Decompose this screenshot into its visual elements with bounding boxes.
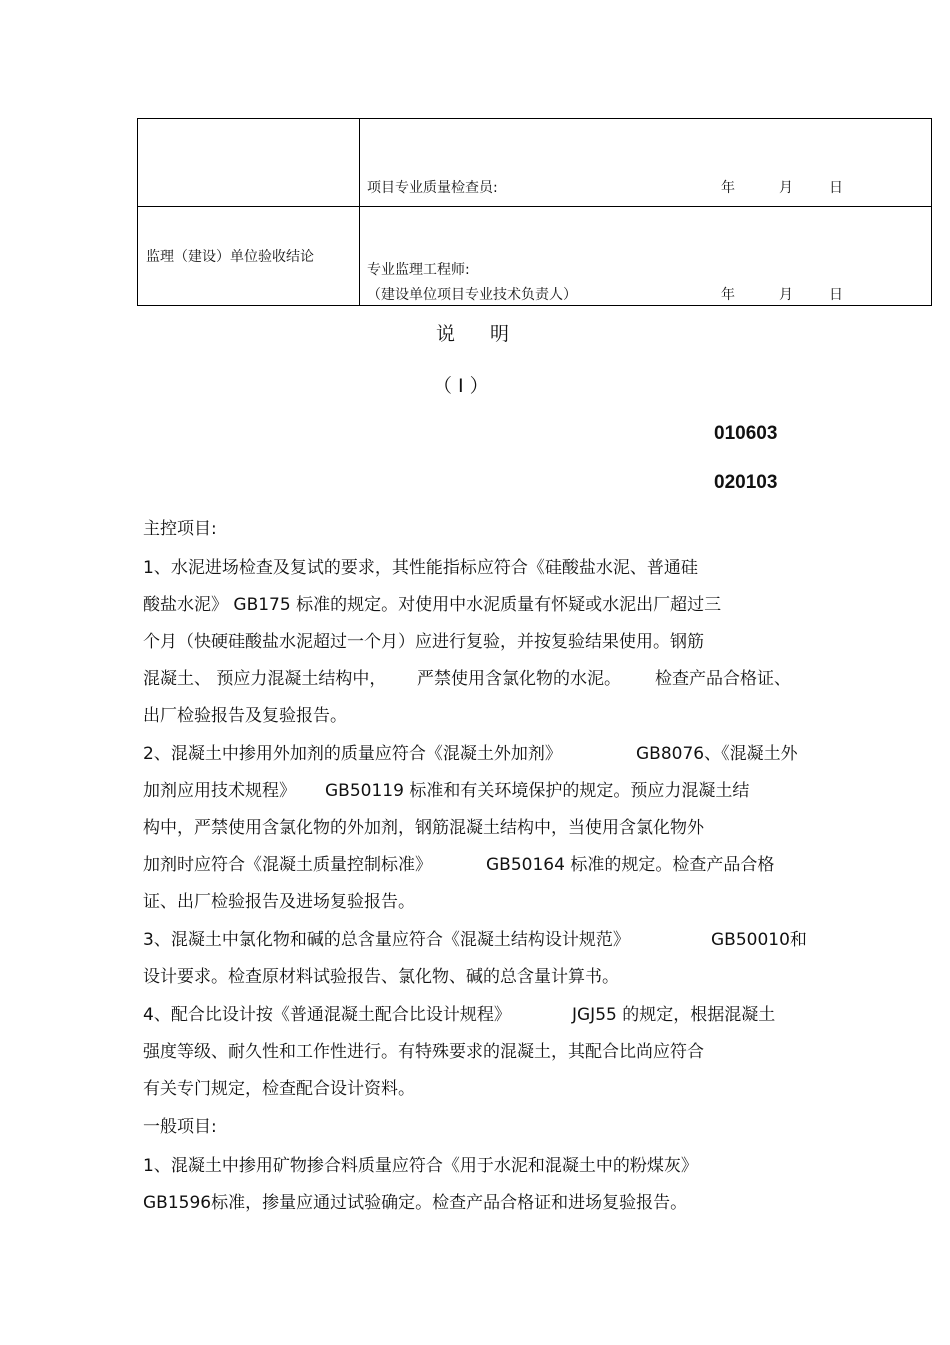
item4-line2: 强度等级、耐久性和工作性进行。有特殊要求的混凝土，其配合比尚应符合 xyxy=(143,1042,704,1062)
item3-line1-part1: 3、混凝土中氯化物和碱的总含量应符合《混凝土结构设计规范》 xyxy=(143,930,630,950)
table-border-left xyxy=(137,118,138,306)
item1-line1: 1、水泥进场检查及复试的要求，其性能指标应符合《硅酸盐水泥、普通硅 xyxy=(143,558,698,578)
code-010603: 010603 xyxy=(714,423,778,444)
row1-month: 月 xyxy=(779,180,793,196)
item3-line1 xyxy=(143,925,843,949)
row2-day: 日 xyxy=(829,287,843,303)
item1-line4 xyxy=(143,664,843,688)
general-items-header: 一般项目: xyxy=(143,1117,217,1137)
item2-line3: 构中，严禁使用含氯化物的外加剂，钢筋混凝土结构中，当使用含氯化物外 xyxy=(143,818,704,838)
general-item1-line1: 1、混凝土中掺用矿物掺合料质量应符合《用于水泥和混凝土中的粉煤灰》 xyxy=(143,1156,698,1176)
general-item1-line2: GB1596标准，掺量应通过试验确定。检查产品合格证和进场复验报告。 xyxy=(143,1193,688,1213)
item4-line3: 有关专门规定，检查配合设计资料。 xyxy=(143,1079,415,1099)
item2-line1-part1: 2、混凝土中掺用外加剂的质量应符合《混凝土外加剂》 xyxy=(143,744,562,764)
item3-line1-part2: GB50010和 xyxy=(711,930,807,950)
table-border-top xyxy=(137,118,932,119)
code-020103: 020103 xyxy=(714,472,778,493)
item2-line2 xyxy=(143,776,843,800)
item2-line2-part2: GB50119 标准和有关环境保护的规定。预应力混凝土结 xyxy=(325,781,750,801)
supervision-engineer-label: 专业监理工程师: xyxy=(367,262,470,278)
item4-line1-part1: 4、配合比设计按《普通混凝土配合比设计规程》 xyxy=(143,1005,511,1025)
row2-month: 月 xyxy=(779,287,793,303)
item2-line4-part1: 加剂时应符合《混凝土质量控制标准》 xyxy=(143,855,432,875)
item2-line2-part1: 加剂应用技术规程》 xyxy=(143,781,296,801)
item2-line5: 证、出厂检验报告及进场复验报告。 xyxy=(143,892,415,912)
row1-year: 年 xyxy=(721,180,735,196)
page-title-char2: 明 xyxy=(490,323,510,345)
item4-line1 xyxy=(143,1000,843,1024)
page-title-char1: 说 xyxy=(436,323,456,345)
row1-day: 日 xyxy=(829,180,843,196)
item1-line2: 酸盐水泥》 GB175 标准的规定。对使用中水泥质量有怀疑或水泥出厂超过三 xyxy=(143,595,722,615)
item3-line2: 设计要求。检查原材料试验报告、氯化物、碱的总含量计算书。 xyxy=(143,967,619,987)
item1-line4-part2: 严禁使用含氯化物的水泥。 xyxy=(417,669,621,689)
supervision-conclusion-label: 监理（建设）单位验收结论 xyxy=(146,249,314,265)
item2-line1-part2: GB8076、《混凝土外 xyxy=(636,744,798,764)
construction-unit-label: （建设单位项目专业技术负责人） xyxy=(367,287,577,303)
item2-line4 xyxy=(143,850,843,874)
item2-line4-part2: GB50164 标准的规定。检查产品合格 xyxy=(486,855,775,875)
item1-line4-part1: 混凝土、 预应力混凝土结构中， xyxy=(143,669,387,689)
item2-line1 xyxy=(143,739,843,763)
table-divider-vertical xyxy=(359,118,360,306)
item1-line3: 个月（快硬硅酸盐水泥超过一个月）应进行复验，并按复验结果使用。钢筋 xyxy=(143,632,704,652)
quality-inspector-label: 项目专业质量检查员: xyxy=(367,180,498,196)
row2-year: 年 xyxy=(721,287,735,303)
main-control-header: 主控项目: xyxy=(143,519,217,539)
section-number: （ Ⅰ ） xyxy=(433,375,489,397)
item1-line5: 出厂检验报告及复验报告。 xyxy=(143,706,347,726)
table-border-bottom xyxy=(137,305,932,306)
table-border-middle xyxy=(137,206,932,207)
table-border-right xyxy=(931,118,932,306)
item1-line4-part3: 检查产品合格证、 xyxy=(655,669,791,689)
item4-line1-part2: JGJ55 的规定，根据混凝土 xyxy=(572,1005,776,1025)
